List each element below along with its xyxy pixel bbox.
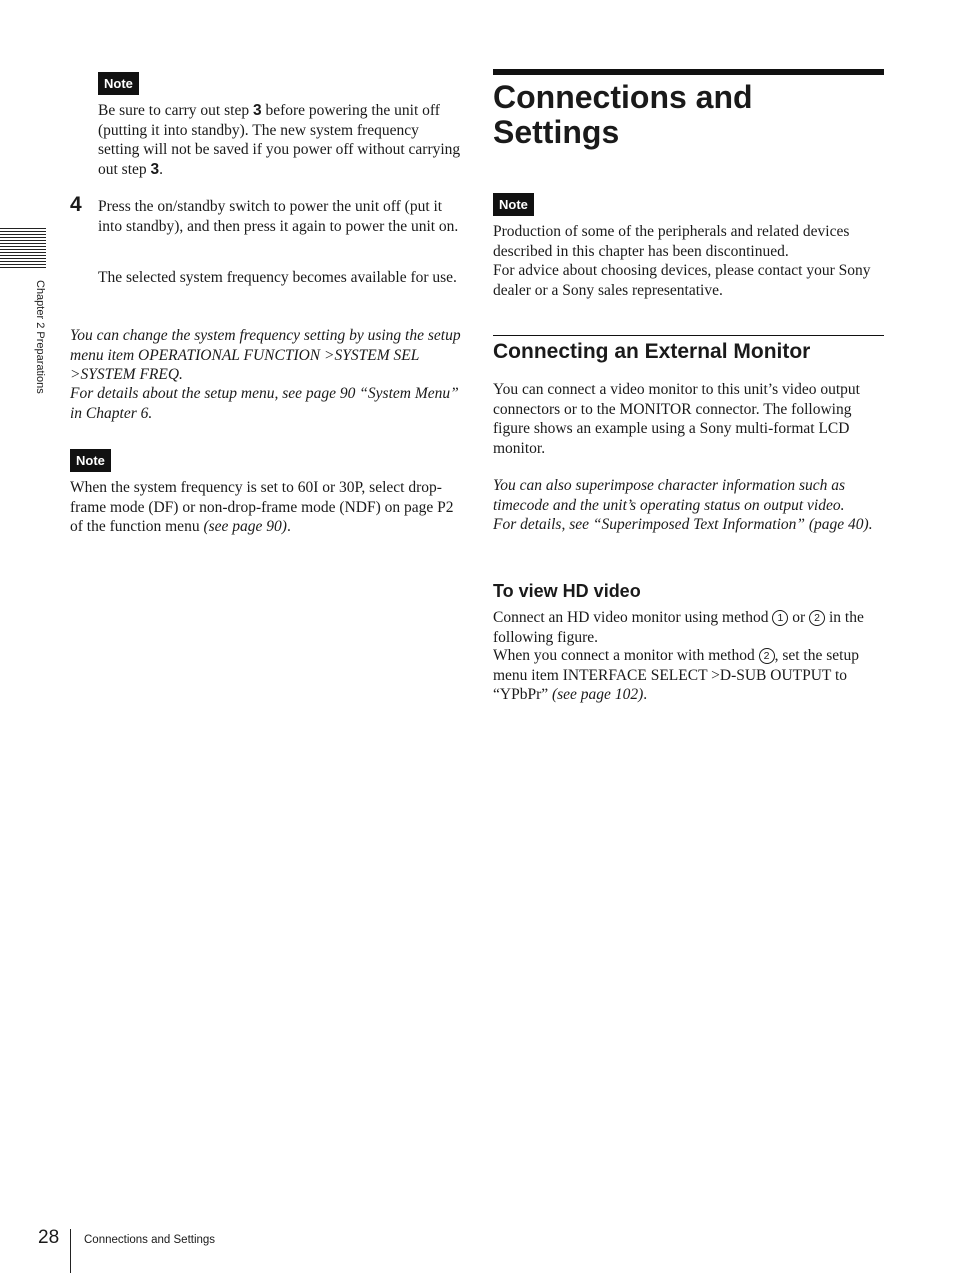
- section-intro: You can connect a video monitor to this unit’s video output connectors or to the MONITOR connector. The following figure shows an example using a Sony multi-format LCD monitor.: [493, 381, 860, 457]
- note-text: Production of some of the peripherals and related devices described in this chapter has been discontinued.: [493, 223, 850, 260]
- circled-number-icon: 2: [809, 610, 825, 626]
- circled-number-icon: 1: [772, 610, 788, 626]
- note-badge: Note: [70, 449, 111, 472]
- chapter-tab-marker: [0, 228, 46, 270]
- subsection-text: When you connect a monitor with method 2 , set the setup menu item INTERFACE SELECT >D-SUB OUTPUT to “YPbPr” (see page 102).: [493, 647, 859, 703]
- chapter-label: Chapter 2 Preparations: [34, 280, 46, 394]
- subsection-heading: To view HD video: [493, 581, 641, 601]
- page-number: 28: [38, 1227, 60, 1248]
- step-text: Press the on/standby switch to power the unit off (put it into standby), and then press it again to power the unit on.: [98, 198, 459, 235]
- footer-section-title: Connections and Settings: [84, 1234, 216, 1246]
- tip-text: For details, see “Superimposed Text Information” (page 40).: [493, 516, 873, 533]
- tip-text: You can also superimpose character information such as timecode and the unit’s operating status on output video.: [493, 477, 846, 514]
- footer-divider: [70, 1229, 71, 1273]
- note-badge: Note: [493, 193, 534, 216]
- title-rule: [493, 69, 884, 75]
- note-text: For advice about choosing devices, please contact your Sony dealer or a Sony sales representative.: [493, 262, 871, 299]
- note-text: When the system frequency is set to 60I or 30P, select drop-frame mode (DF) or non-drop-frame mode (NDF) on page P2 of the function menu (see page 90).: [70, 479, 454, 535]
- section-rule: [493, 335, 884, 336]
- step-result: The selected system frequency becomes available for use.: [98, 269, 457, 286]
- subsection-text: Connect an HD video monitor using method 1 or 2 in the following figure.: [493, 609, 864, 646]
- note-badge: Note: [98, 72, 139, 95]
- step-ref: 3: [252, 102, 262, 119]
- step-ref: 3: [150, 160, 160, 178]
- step-number: 4: [70, 193, 82, 216]
- page-title: Connections and Settings: [493, 79, 753, 150]
- tip-text: For details about the setup menu, see page 90 “System Menu” in Chapter 6.: [70, 385, 459, 422]
- note-text: Be sure to carry out step 3 before powering the unit off (putting it into standby). The new system frequency setting will not be saved if you power off without carrying out step 3.: [98, 102, 461, 178]
- circled-number-icon: 2: [759, 648, 775, 664]
- tip-text: You can change the system frequency setting by using the setup menu item OPERATIONAL FUNCTION >SYSTEM SEL >SYSTEM FREQ.: [70, 327, 461, 383]
- section-heading: Connecting an External Monitor: [493, 340, 811, 363]
